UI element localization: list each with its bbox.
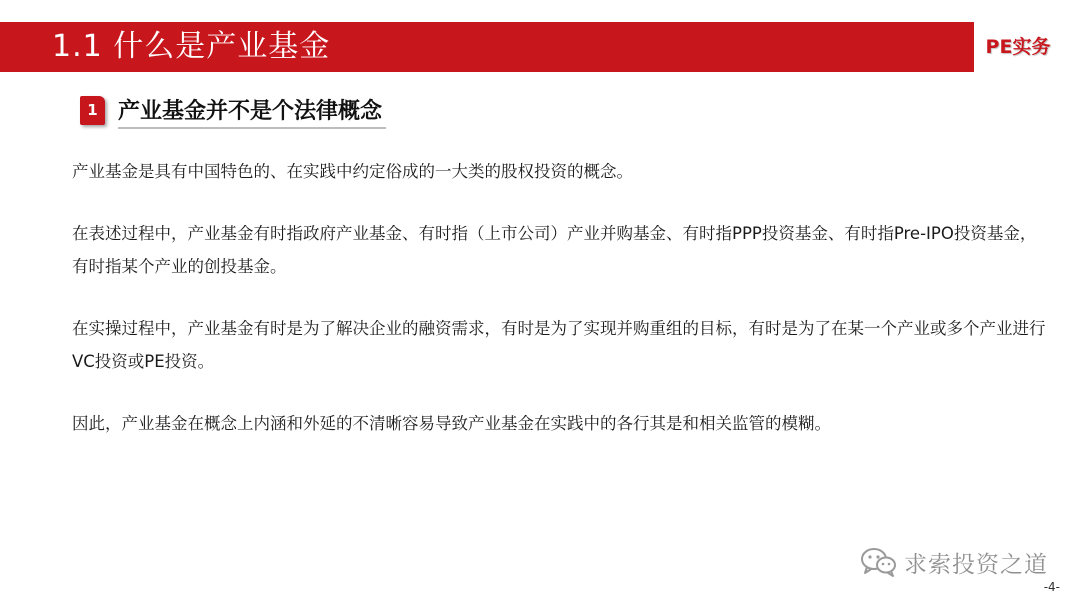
brand-tag: PE实务 [985,36,1051,58]
watermark-text: 求索投资之道 [904,551,1048,578]
slide-title: 1.1 什么是产业基金 [52,29,331,64]
section-title-underline [118,91,386,129]
page-number: -4- [1043,580,1060,594]
section-title: 产业基金并不是个法律概念 [118,98,383,124]
watermark [860,542,1048,582]
paragraph-4: 因此，产业基金在概念上内涵和外延的不清晰容易导致产业基金在实践中的各行其是和相关监管的模糊。 [72,414,831,433]
section-number-badge: 1 [80,96,105,125]
body-text [72,155,1047,469]
paragraph-2: 在表述过程中，产业基金有时指政府产业基金、有时指（上市公司）产业并购基金、有时指PPP投资基金、有时指Pre-IPO投资基金，有时指某个产业的创投基金。 [72,224,1037,276]
paragraph-3: 在实操过程中，产业基金有时是为了解决企业的融资需求，有时是为了实现并购重组的目标，有时是为了在某一个产业或多个产业进行VC投资或PE投资。 [72,319,1046,371]
paragraph-1: 产业基金是具有中国特色的、在实践中约定俗成的一大类的股权投资的概念。 [72,162,633,181]
section-heading [80,92,386,128]
wechat-icon [860,546,898,578]
